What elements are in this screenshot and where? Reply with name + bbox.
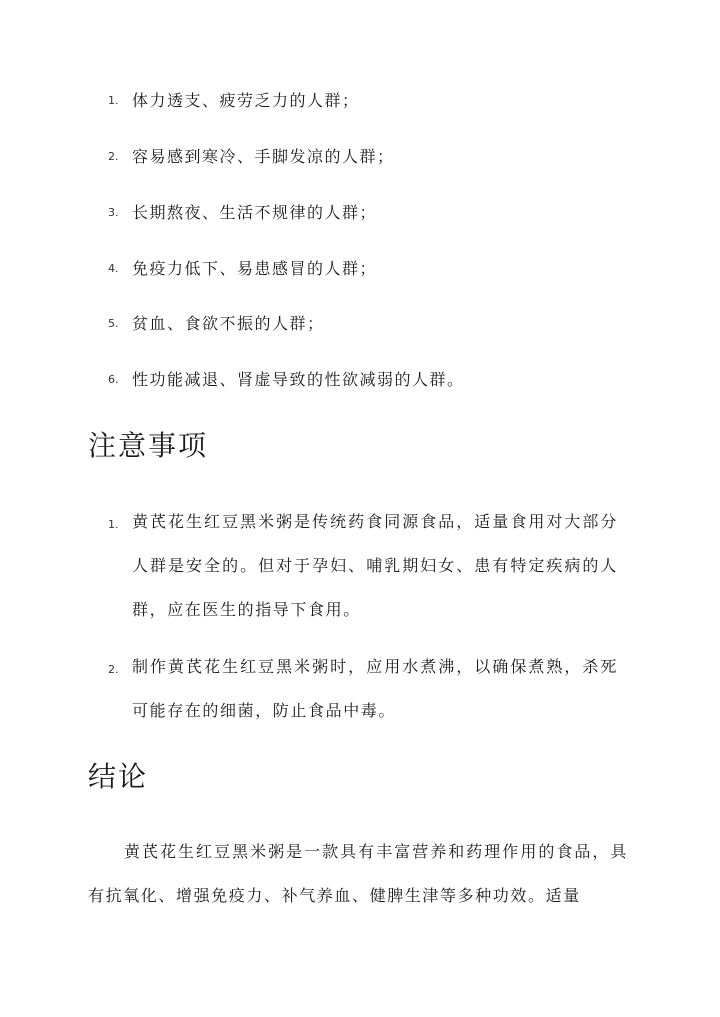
list-item-text: 免疫力低下、易患感冒的人群； xyxy=(132,259,378,278)
list-number: 6. xyxy=(108,373,119,386)
list-number: 2. xyxy=(108,663,119,676)
list-number: 1. xyxy=(108,94,119,107)
list-number: 3. xyxy=(108,206,119,219)
list-item-text: 容易感到寒冷、手脚发凉的人群； xyxy=(132,147,395,166)
list-number: 2. xyxy=(108,150,119,163)
list-item-text: 黄芪花生红豆黑米粥是传统药食同源食品，适量食用对大部分人群是安全的。但对于孕妇、哺乳期妇女、患有特定疾病的人群，应在医生的指导下食用。 xyxy=(132,512,618,619)
list-item-text: 制作黄芪花生红豆黑米粥时，应用水煮沸，以确保煮熟，杀死可能存在的细菌，防止食品中毒。 xyxy=(132,657,618,720)
list-number: 5. xyxy=(108,317,119,330)
list-item-text: 体力透支、疲劳乏力的人群； xyxy=(132,91,360,110)
list-item-text: 贫血、食欲不振的人群； xyxy=(132,314,325,333)
section-heading-precautions: 注意事项 xyxy=(88,429,209,462)
list-number: 4. xyxy=(108,262,119,275)
section-heading-conclusion: 结论 xyxy=(88,760,149,793)
list-item-text: 长期熬夜、生活不规律的人群； xyxy=(132,203,378,222)
conclusion-paragraph: 黄芪花生红豆黑米粥是一款具有丰富营养和药理作用的食品，具有抗氧化、增强免疫力、补气养血、健脾生津等多种功效。适量 xyxy=(88,842,628,905)
list-number: 1. xyxy=(108,518,119,531)
list-item-text: 性功能减退、肾虚导致的性欲减弱的人群。 xyxy=(132,370,465,389)
